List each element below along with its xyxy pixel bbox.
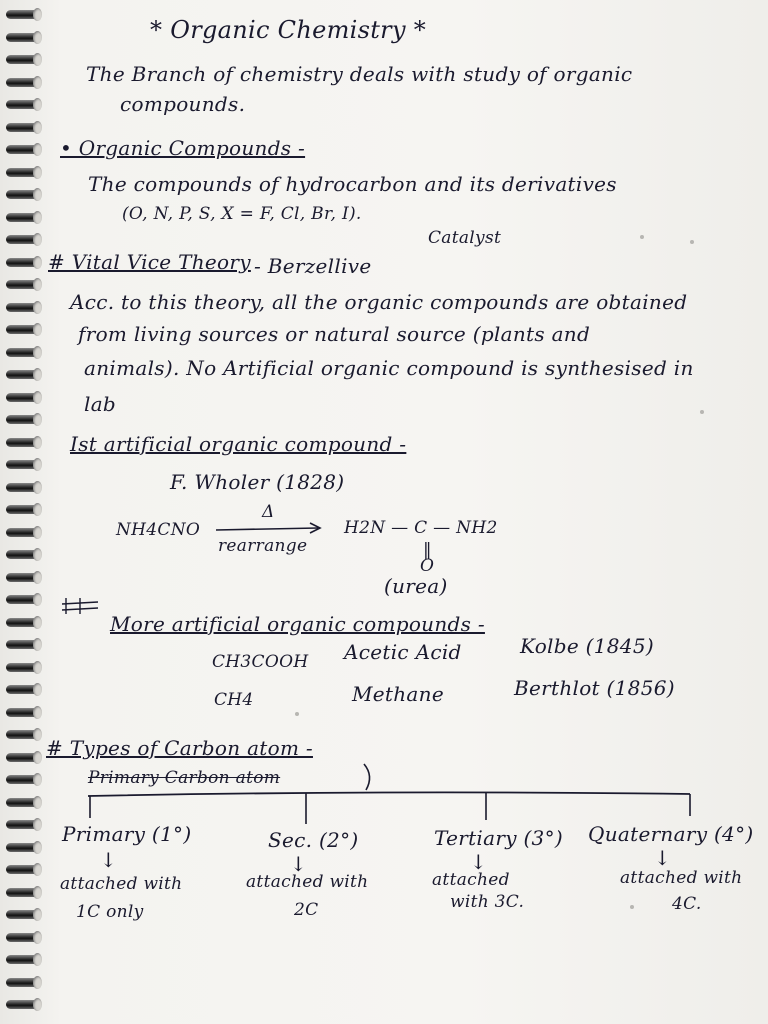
reactant: NH4CNO — [116, 520, 201, 540]
spiral-ring — [6, 33, 40, 42]
compound-scientist: Berthlot (1856) — [514, 676, 675, 700]
carbon-type-desc: with 3C. — [450, 892, 525, 912]
types-heading: # Types of Carbon atom - — [46, 736, 313, 760]
reaction-condition-heat: Δ — [262, 502, 275, 522]
spiral-binding — [0, 0, 46, 1024]
definition-line: (O, N, P, S, X = F, Cl, Br, I). — [122, 204, 362, 224]
spiral-ring — [6, 145, 40, 154]
more-compounds-heading: More artificial organic compounds - — [110, 612, 485, 636]
spiral-ring — [6, 348, 40, 357]
carbon-type-desc: attached with — [620, 868, 743, 888]
spiral-ring — [6, 10, 40, 19]
spiral-ring — [6, 483, 40, 492]
ink-dot — [690, 240, 694, 244]
spiral-ring — [6, 325, 40, 334]
spiral-ring — [6, 933, 40, 942]
down-arrow-icon: ↓ — [100, 848, 118, 872]
carbon-type-name: Sec. (2°) — [268, 828, 359, 852]
spiral-ring — [6, 168, 40, 177]
spiral-ring — [6, 100, 40, 109]
struck-text: Primary Carbon atom — [88, 768, 281, 788]
spiral-ring — [6, 888, 40, 897]
carbon-type-desc: attached — [432, 870, 510, 890]
spiral-ring — [6, 595, 40, 604]
spiral-ring — [6, 78, 40, 87]
ink-dot — [630, 905, 634, 909]
down-arrow-icon: ↓ — [290, 852, 308, 876]
down-arrow-icon: ↓ — [654, 846, 672, 870]
compound-name: Methane — [352, 682, 444, 706]
oxygen-atom: O — [420, 556, 435, 576]
spiral-ring — [6, 280, 40, 289]
spiral-ring — [6, 775, 40, 784]
first-artificial-heading: Ist artificial organic compound - — [70, 432, 407, 456]
spiral-ring — [6, 910, 40, 919]
spiral-ring — [6, 798, 40, 807]
scientist-name: F. Wholer (1828) — [170, 470, 345, 494]
spiral-ring — [6, 708, 40, 717]
reaction-condition-rearrange: rearrange — [218, 536, 308, 556]
carbon-type-desc: attached with — [60, 874, 183, 894]
catalyst-note: Catalyst — [428, 228, 502, 248]
page-title: * Organic Chemistry * — [150, 16, 427, 44]
compound-formula: CH4 — [214, 690, 254, 710]
carbon-type-desc: 4C. — [672, 894, 702, 914]
spiral-ring — [6, 213, 40, 222]
theory-line: lab — [84, 392, 117, 416]
carbon-type-desc: attached with — [246, 872, 369, 892]
vital-theory-heading: # Vital Vice Theory — [48, 250, 251, 274]
compound-formula: CH3COOH — [212, 652, 309, 672]
carbon-type-desc: 2C — [294, 900, 319, 920]
ink-dot — [700, 410, 704, 414]
spiral-ring — [6, 235, 40, 244]
theory-line: Acc. to this theory, all the organic compounds are obtained — [70, 290, 688, 314]
spiral-ring — [6, 978, 40, 987]
spiral-ring — [6, 505, 40, 514]
spiral-ring — [6, 843, 40, 852]
down-arrow-icon: ↓ — [470, 850, 488, 874]
theory-line: from living sources or natural source (plants and — [78, 322, 591, 346]
spiral-ring — [6, 573, 40, 582]
theory-line: animals). No Artificial organic compound is synthesised in — [84, 356, 694, 380]
carbon-type-name: Quaternary (4°) — [588, 822, 754, 846]
spiral-ring — [6, 415, 40, 424]
spiral-ring — [6, 438, 40, 447]
spiral-ring — [6, 730, 40, 739]
carbon-type-desc: 1C only — [76, 902, 144, 922]
spiral-ring — [6, 753, 40, 762]
double-bond: ‖ — [423, 540, 432, 560]
spiral-ring — [6, 618, 40, 627]
spiral-ring — [6, 663, 40, 672]
product-name: (urea) — [384, 574, 448, 598]
spiral-ring — [6, 640, 40, 649]
definition-line: The compounds of hydrocarbon and its derivatives — [88, 172, 617, 196]
spiral-ring — [6, 865, 40, 874]
carbon-type-name: Tertiary (3°) — [434, 826, 563, 850]
vital-theory-person: - Berzellive — [254, 254, 372, 278]
spiral-ring — [6, 685, 40, 694]
spiral-ring — [6, 303, 40, 312]
compound-name: Acetic Acid — [344, 640, 462, 664]
spiral-ring — [6, 258, 40, 267]
spiral-ring — [6, 370, 40, 379]
spiral-ring — [6, 123, 40, 132]
spiral-ring — [6, 55, 40, 64]
spiral-ring — [6, 393, 40, 402]
intro-line: compounds. — [120, 92, 246, 116]
spiral-ring — [6, 955, 40, 964]
spiral-ring — [6, 528, 40, 537]
ink-dot — [640, 235, 644, 239]
spiral-ring — [6, 820, 40, 829]
compound-scientist: Kolbe (1845) — [520, 634, 654, 658]
product-formula: H2N — C — NH2 — [344, 518, 498, 538]
organic-compounds-heading: • Organic Compounds - — [60, 136, 306, 160]
spiral-ring — [6, 1000, 40, 1009]
carbon-type-name: Primary (1°) — [62, 822, 192, 846]
intro-line: The Branch of chemistry deals with study of organic — [86, 62, 633, 86]
spiral-ring — [6, 460, 40, 469]
spiral-ring — [6, 550, 40, 559]
ink-dot — [295, 712, 299, 716]
spiral-ring — [6, 190, 40, 199]
